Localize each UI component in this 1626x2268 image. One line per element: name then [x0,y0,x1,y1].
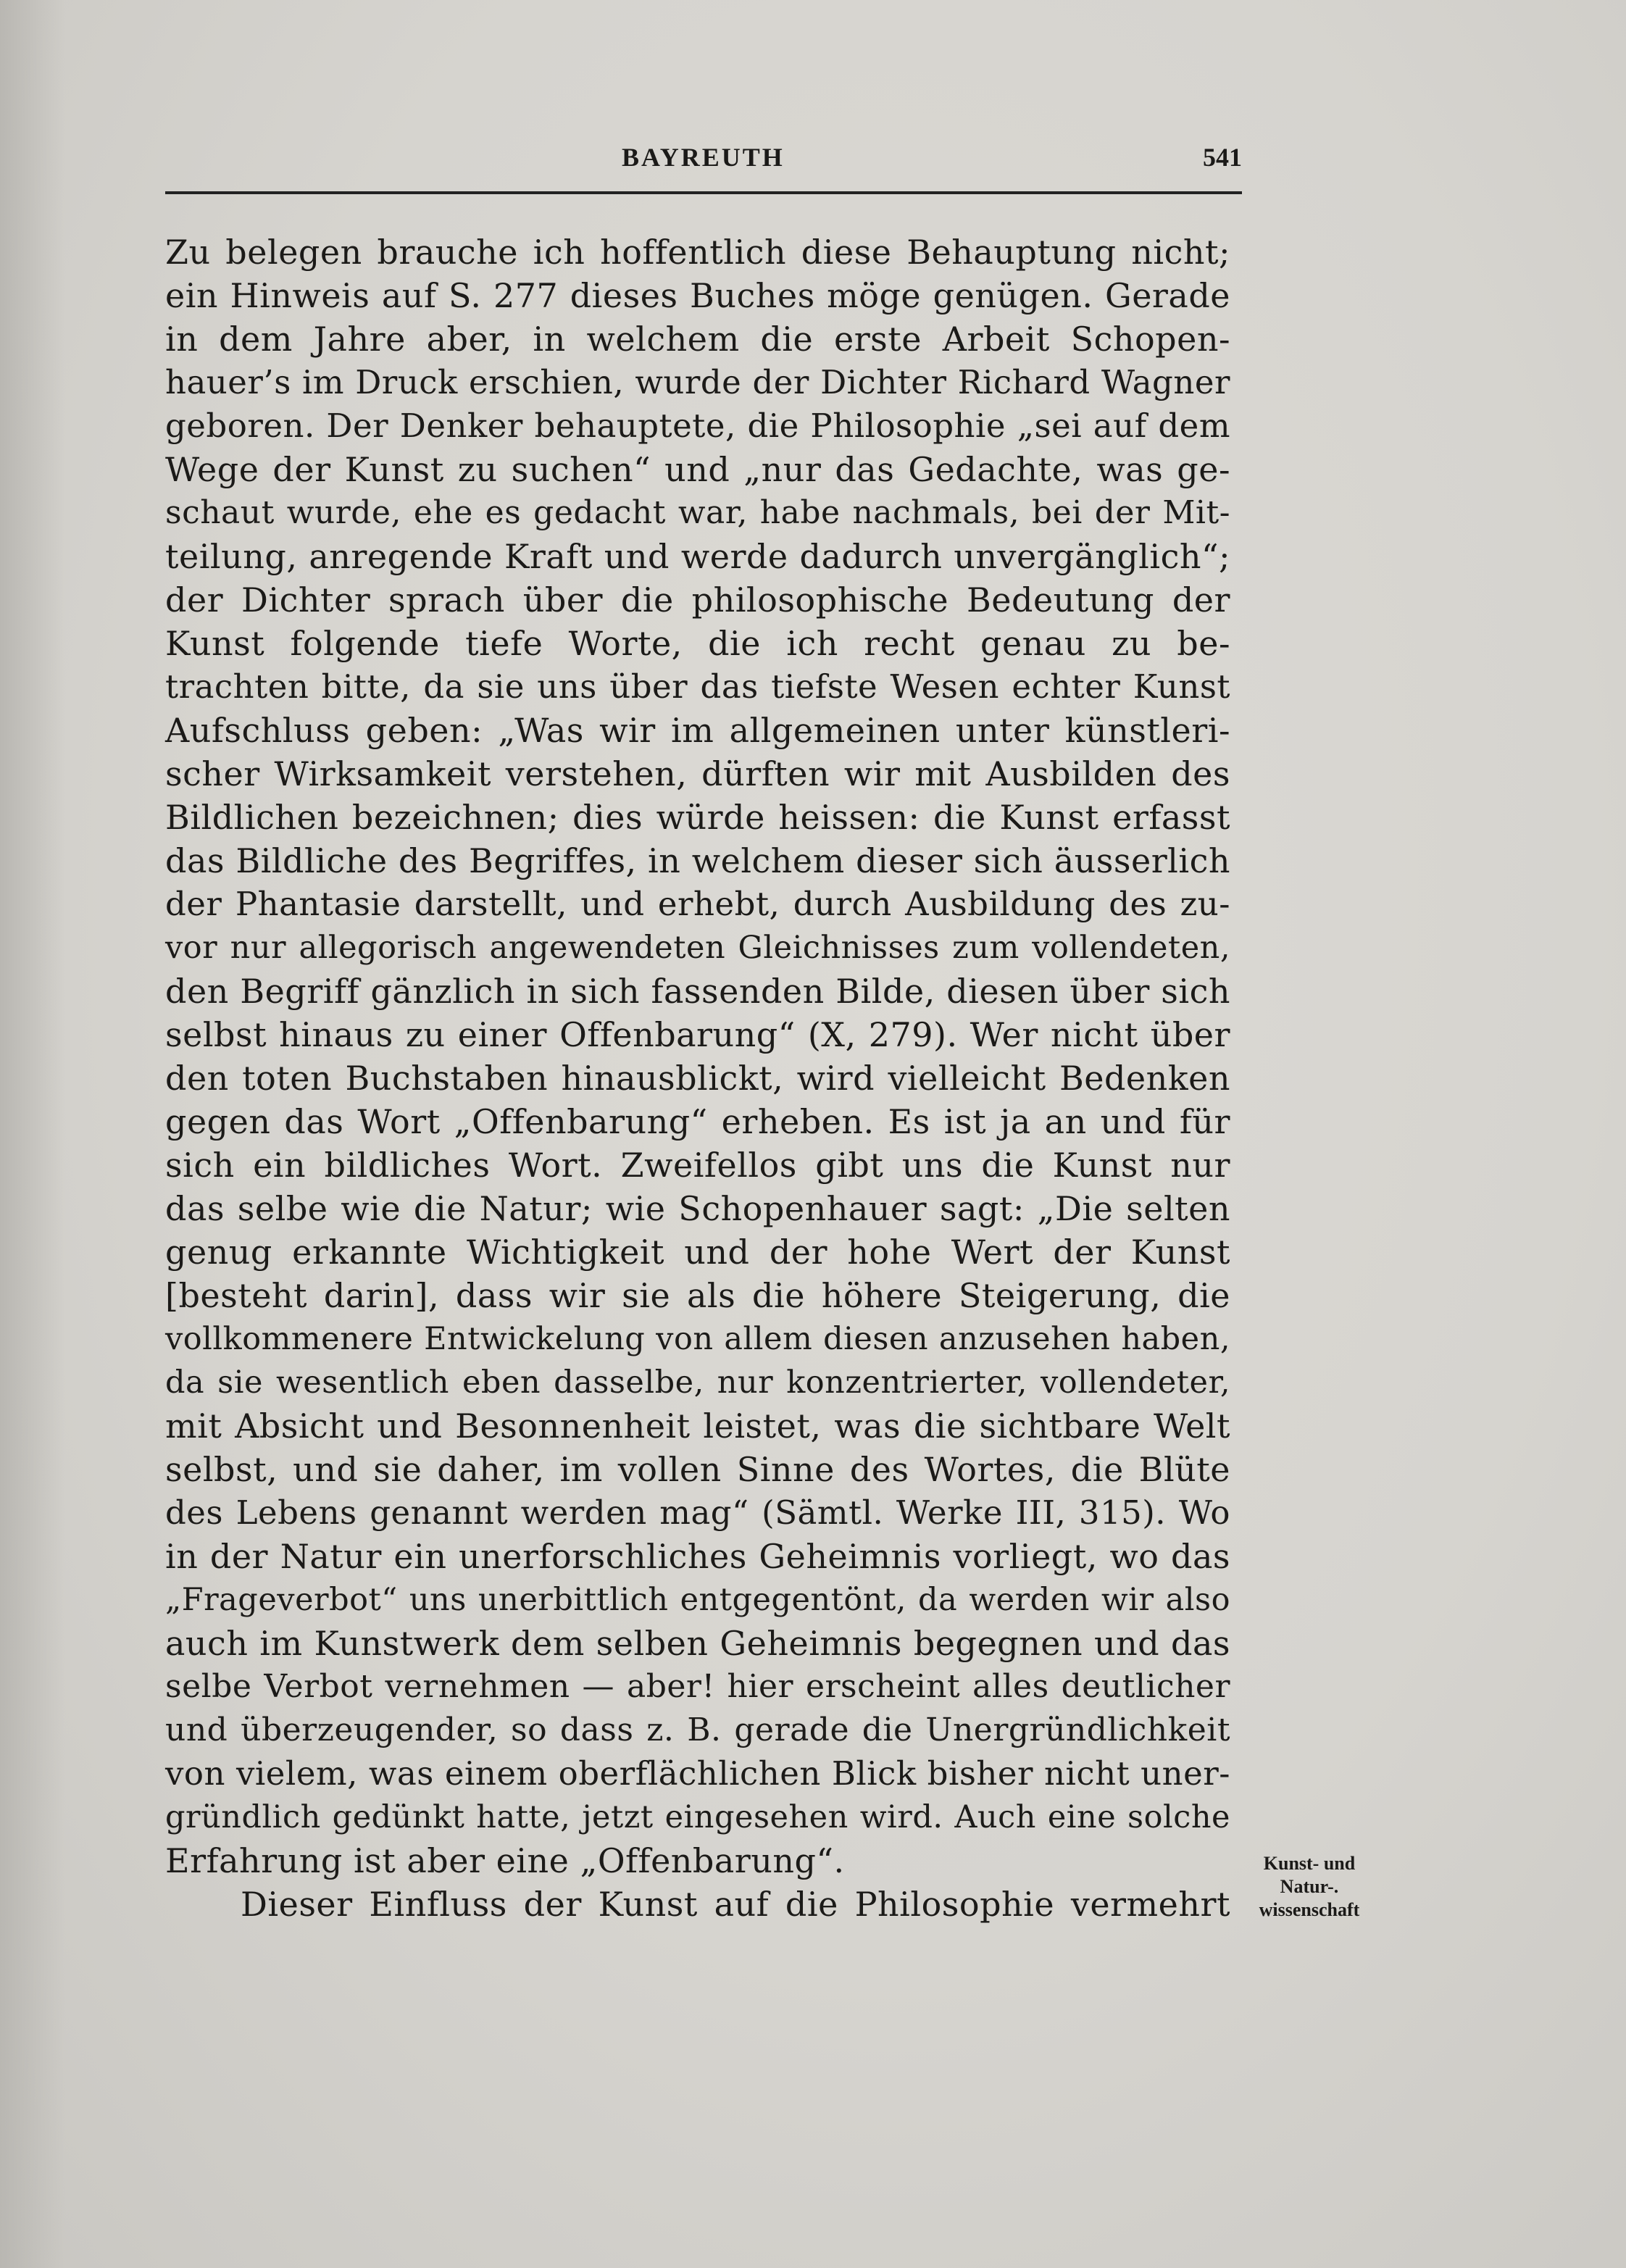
body-text [165,230,1230,1926]
text-line: mit Absicht und Besonnenheit leistet, was die sichtbare Welt [165,1406,1230,1446]
text-line: Zu belegen brauche ich hoffentlich diese Behauptung nicht; [165,233,1230,272]
text-line: sich ein bildliches Wort. Zweifellos gibt uns die Kunst nur [165,1146,1230,1185]
text-line: das Bildliche des Begriffes, in welchem dieser sich äusserlich [165,841,1230,880]
text-line: das selbe wie die Natur; wie Schopenhauer sagt: „Die selten [165,1189,1230,1228]
running-head-title: BAYREUTH [622,143,785,172]
text-line: vollkommenere Entwickelung von allem diesen anzusehen haben, [165,1321,1230,1357]
text-line: der Phantasie darstellt, und erhebt, durch Ausbildung des zu- [165,885,1230,923]
text-line: „Frageverbot“ uns unerbittlich entgegentönt, da werden wir also [165,1582,1230,1618]
text-line: selbst, und sie daher, im vollen Sinne des Wortes, die Blüte [165,1450,1230,1489]
text-line: Bildlichen bezeichnen; dies würde heissen: die Kunst erfasst [165,798,1230,837]
text-line: trachten bitte, da sie uns über das tiefste Wesen echter Kunst [165,667,1230,706]
text-line: auch im Kunstwerk dem selben Geheimnis begegnen und das [165,1624,1230,1663]
paragraph-end-line: Erfahrung ist aber eine „Offenbarung“. [165,1841,845,1880]
text-line: in dem Jahre aber, in welchem die erste Arbeit Schopen- [165,320,1230,359]
text-line: den Begriff gänzlich in sich fassenden Bilde, diesen über sich [165,972,1230,1011]
text-line: gründlich gedünkt hatte, jetzt eingesehen wird. Auch eine solche [165,1799,1230,1835]
text-line: in der Natur ein unerforschliches Geheimnis vorliegt, wo das [165,1537,1230,1576]
marginal-note [1241,1852,1378,1922]
gutter-shadow [0,0,65,2268]
text-line: da sie wesentlich eben dasselbe, nur konzentrierter, vollendeter, [165,1364,1230,1401]
text-line: gegen das Wort „Offenbarung“ erheben. Es ist ja an und für [165,1102,1230,1141]
running-head [165,142,1242,178]
text-line: und überzeugender, so dass z. B. gerade die Unergründlichkeit [165,1712,1230,1748]
text-line: des Lebens genannt werden mag“ (Sämtl. Werke III, 315). Wo [165,1493,1230,1532]
text-line: selbe Verbot vernehmen — aber! hier erscheint alles deutlicher [165,1668,1230,1705]
text-line: geboren. Der Denker behauptete, die Philosophie „sei auf dem [165,407,1230,445]
text-line: schaut wurde, ehe es gedacht war, habe nachmals, bei der Mit- [165,494,1230,531]
text-line: hauer’s im Druck erschien, wurde der Dichter Richard Wagner [165,363,1230,401]
text-line: selbst hinaus zu einer Offenbarung“ (X, 279). Wer nicht über [165,1015,1230,1054]
text-line: genug erkannte Wichtigkeit und der hohe Wert der Kunst [165,1233,1230,1272]
text-line: [besteht darin], dass wir sie als die höhere Steigerung, die [165,1276,1230,1315]
text-line: den toten Buchstaben hinausblickt, wird vielleicht Bedenken [165,1059,1230,1098]
page-number: 541 [1203,143,1242,172]
paragraph-start-line: Dieser Einfluss der Kunst auf die Philosophie vermehrt [241,1885,1230,1924]
text-line: Kunst folgende tiefe Worte, die ich recht genau zu be- [165,624,1230,663]
text-line: vor nur allegorisch angewendeten Gleichnisses zum vollendeten, [165,930,1230,966]
text-line: Aufschluss geben: „Was wir im allgemeinen unter künstleri- [165,711,1230,750]
text-line: scher Wirksamkeit verstehen, dürften wir mit Ausbilden des [165,754,1230,793]
text-line: der Dichter sprach über die philosophische Bedeutung der [165,580,1230,620]
marginal-note-line: Kunst- und [1263,1853,1356,1874]
text-line: von vielem, was einem oberflächlichen Blick bisher nicht uner- [165,1754,1230,1793]
marginal-note-line: Natur-. [1280,1876,1339,1897]
text-line: ein Hinweis auf S. 277 dieses Buches möge genügen. Gerade [165,276,1230,315]
text-line: teilung, anregende Kraft und werde dadurch unvergänglich“; [165,537,1230,576]
header-rule [165,191,1242,194]
text-line: Wege der Kunst zu suchen“ und „nur das Gedachte, was ge- [165,450,1230,489]
marginal-note-line: wissenschaft [1259,1899,1360,1920]
